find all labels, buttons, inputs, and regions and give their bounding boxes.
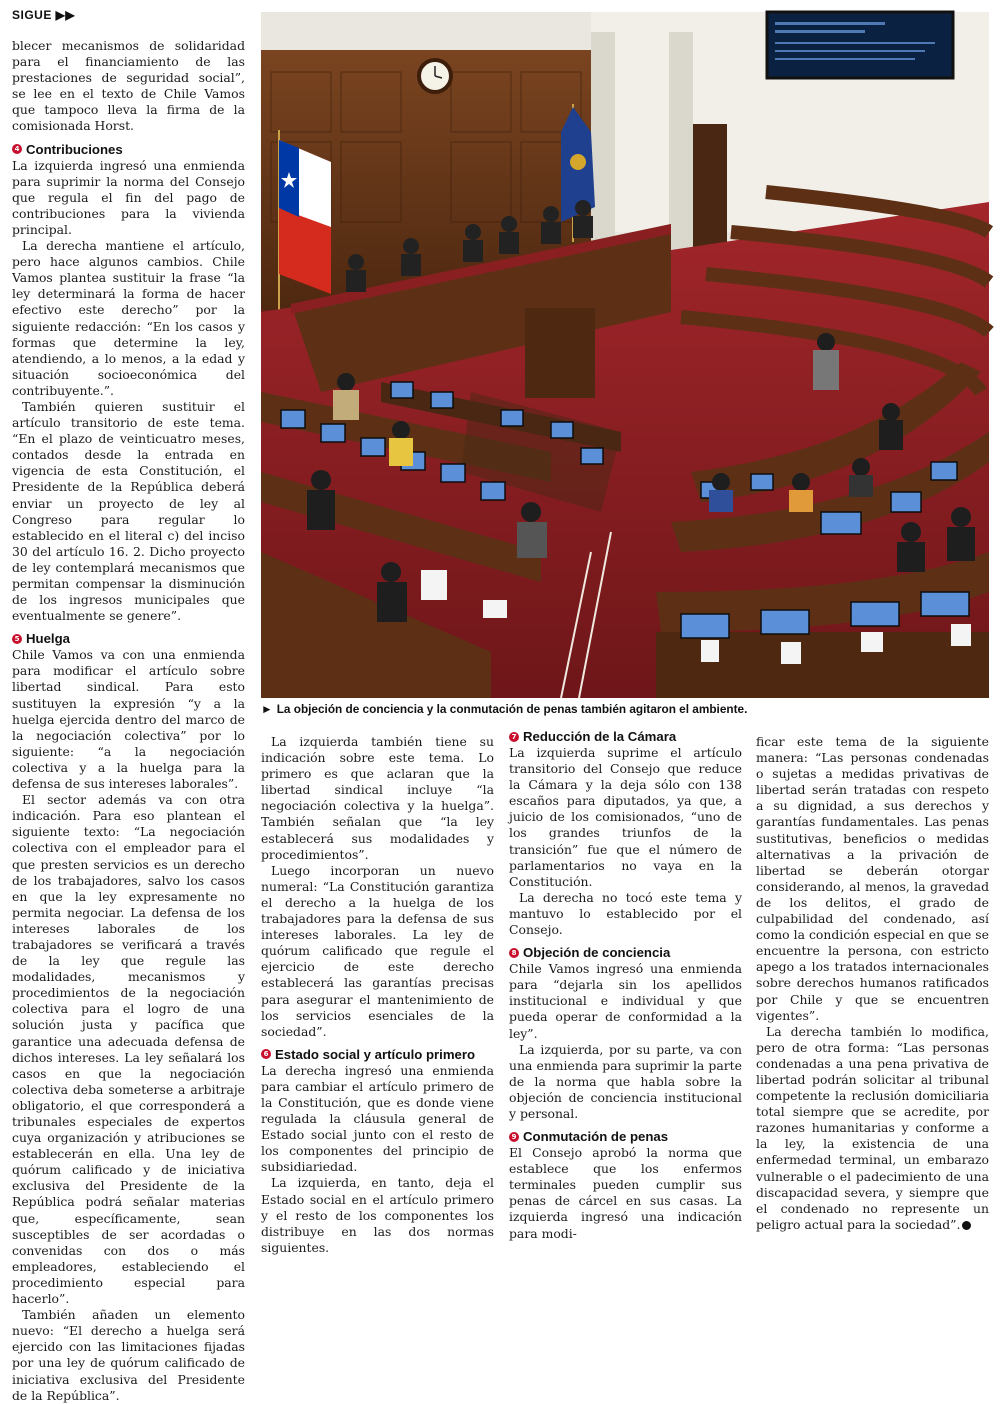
continued-marker: SIGUE ▶▶ bbox=[12, 8, 76, 22]
paragraph: La derecha no tocó este tema y mantuvo lo establecido por el Consejo. bbox=[509, 889, 742, 938]
caption-text: La objeción de conciencia y la conmutación de penas también agitaron el ambiente. bbox=[276, 702, 748, 716]
photo-caption bbox=[261, 702, 989, 716]
paragraph: También añaden un elemento nuevo: “El derecho a huelga será ejercido con las limitaciones fijadas por una ley de quórum calificado de iniciativa exclusiva del Presidente de la República”. bbox=[12, 1307, 245, 1403]
chamber-illustration bbox=[261, 12, 989, 698]
section-heading-reduccion-camara: 7 Reducción de la Cámara bbox=[509, 728, 742, 745]
section-heading-contribuciones: 4 Contribuciones bbox=[12, 141, 245, 158]
paragraph: La izquierda ingresó una enmienda para suprimir la norma del Consejo que regula el fin del pago de contribuciones para la vivienda principal. bbox=[12, 157, 245, 237]
paragraph: La izquierda, en tanto, deja el Estado social en el artículo primero y el resto de los componentes los distribuye en las dos normas siguientes. bbox=[261, 1175, 494, 1255]
paragraph: La derecha ingresó una enmienda para cambiar el artículo primero de la Constitución, que es donde viene regulada la cláusula general de Estado social junto con el resto de los componentes del principio de subsidiariedad. bbox=[261, 1062, 494, 1175]
paragraph: blecer mecanismos de solidaridad para el financiamiento de las prestaciones de seguridad social”, se lee en el texto de Chile Vamos que tampoco lleva la firma de la comisionada Horst. bbox=[12, 38, 245, 134]
paragraph: La izquierda, por su parte, va con una enmienda para suprimir la parte de la norma que habla sobre la objeción de conciencia institucional y personal. bbox=[509, 1041, 742, 1121]
chamber-photo bbox=[261, 12, 989, 698]
column-4 bbox=[756, 734, 989, 1233]
paragraph: La izquierda suprime el artículo transitorio del Consejo que reduce la Cámara y la deja sólo con 138 escaños para diputados, ya que, a juicio de los comisionados, “uno de los grandes triunfos de la transición” fue que el número de parlamentarios no vaya en la Constitución. bbox=[509, 745, 742, 889]
paragraph: La derecha también lo modifica, pero de otra forma: “Las personas condenadas a una pena privativa de libertad podrán solicitar al tribunal competente la reclusión domiciliaria total siempre que se acredite, por razones humanitarias y conforme a la ley, la existencia de una enfermedad terminal, un embarazo vulnerable o el padecimiento de una discapacidad severa, y siempre que el condenado no represente un peligro actual para la sociedad”. bbox=[756, 1023, 989, 1232]
section-heading-estado-social: 6 Estado social y artículo primero bbox=[261, 1046, 494, 1063]
section-heading-huelga: 5 Huelga bbox=[12, 630, 245, 647]
paragraph: El Consejo aprobó la norma que establece que los enfermos terminales pueden cumplir sus penas de cárcel en sus casas. La izquierda ingresó una indicación para modi- bbox=[509, 1145, 742, 1241]
section-number-badge: 9 bbox=[509, 1132, 519, 1142]
paragraph: También quieren sustituir el artículo transitorio de este tema. “En el plazo de veinticuatro meses, contados desde la entrada en vigencia de esta Constitución, el Presidente de la República deberá enviar un proyecto de ley al Congreso para regular lo establecido en el literal c) del inciso 30 del artículo 16. 2. Dicho proyecto de ley contemplará mecanismos que permitan compensar la disminución de los ingresos municipales que eventualmente se genere”. bbox=[12, 398, 245, 624]
section-heading-conmutacion: 9 Conmutación de penas bbox=[509, 1128, 742, 1145]
paragraph: El sector además va con otra indicación. Para eso plantean el siguiente texto: “La negociación colectiva con el empleador para el que presten servicios es un derecho de los trabajadores, salvo los casos en que la ley expresamente no permita negociar. La defensa de los intereses laborales de los trabajadores se verificará a través de la ley que regule las modalidades, mecanismos y procedimientos de la negociación colectiva para el logro de una solución justa y pacífica que garantice una adecuada defensa de dichos intereses. La ley señalará los casos en que la negociación colectiva deba someterse a arbitraje obligatorio, el que corresponderá a tribunales especiales de expertos cuya organización y atribuciones se establecerán en ella. Una ley de quórum calificado y de iniciativa exclusiva del Presidente de la República podrá señalar materias que, específicamente, sean susceptibles de ser acordadas o convenidas con dos o más empleadores, estableciendo el procedimiento especial para hacerlo”. bbox=[12, 792, 245, 1307]
caption-arrow-icon: ► bbox=[261, 702, 273, 716]
paragraph: ficar este tema de la siguiente manera: “Las personas condenadas o sujetas a medidas privativas de libertad serán tratadas con respeto a su dignidad, a sus derechos y garantías fundamentales. Las penas sustitutivas, beneficios o medidas alternativas a la privación de libertad se deberán otorgar considerando, al menos, la gravedad de los delitos, el grado de culpabilidad del condenado, así como la condición especial en que se encuentre la persona, con estricto apego a los tratados internacionales sobre derechos humanos ratificados por Chile y que se encuentren vigentes”. bbox=[756, 734, 989, 1023]
section-number-badge: 7 bbox=[509, 732, 519, 742]
paragraph: La izquierda también tiene su indicación sobre este tema. Lo primero es que aclaran que la libertad sindical incluye “la negociación colectiva y la huelga”. También señalan que “la ley establecerá sus modalidades y procedimientos”. bbox=[261, 734, 494, 862]
section-heading-objecion: 8 Objeción de conciencia bbox=[509, 944, 742, 961]
column-3 bbox=[509, 728, 742, 1242]
section-number-badge: 4 bbox=[12, 144, 22, 154]
column-1 bbox=[12, 38, 245, 1404]
paragraph: Chile Vamos va con una enmienda para modificar el artículo sobre libertad sindical. Para esto sustituyen la expresión “y a la huelga ejercida dentro del marco de la negociación colectiva” por lo siguiente: “a la negociación colectiva y a la huelga para la defensa de sus intereses laborales”. bbox=[12, 647, 245, 792]
column-2 bbox=[261, 734, 494, 1256]
end-of-article-icon bbox=[962, 1221, 971, 1230]
paragraph: Chile Vamos ingresó una enmienda para “dejarla sin los apellidos institucional e individual y que pueda operar de conformidad a la ley”. bbox=[509, 961, 742, 1041]
section-number-badge: 5 bbox=[12, 634, 22, 644]
section-number-badge: 6 bbox=[261, 1049, 271, 1059]
paragraph: La derecha mantiene el artículo, pero hace algunos cambios. Chile Vamos plantea sustituir la frase “la ley determinará la forma de hacer efectivo este derecho” por la siguiente redacción: “En los casos y formas que determine la ley, atendiendo, a lo menos, a la edad y situación socioeconómica del contribuyente.”. bbox=[12, 238, 245, 398]
paragraph: Luego incorporan un nuevo numeral: “La Constitución garantiza el derecho a la huelga de los trabajadores para la defensa de sus intereses laborales. La ley de quórum calificado que regule el ejercicio de este derecho establecerá las garantías precisas para asegurar el mantenimiento de los servicios esenciales de la sociedad”. bbox=[261, 862, 494, 1039]
section-number-badge: 8 bbox=[509, 948, 519, 958]
